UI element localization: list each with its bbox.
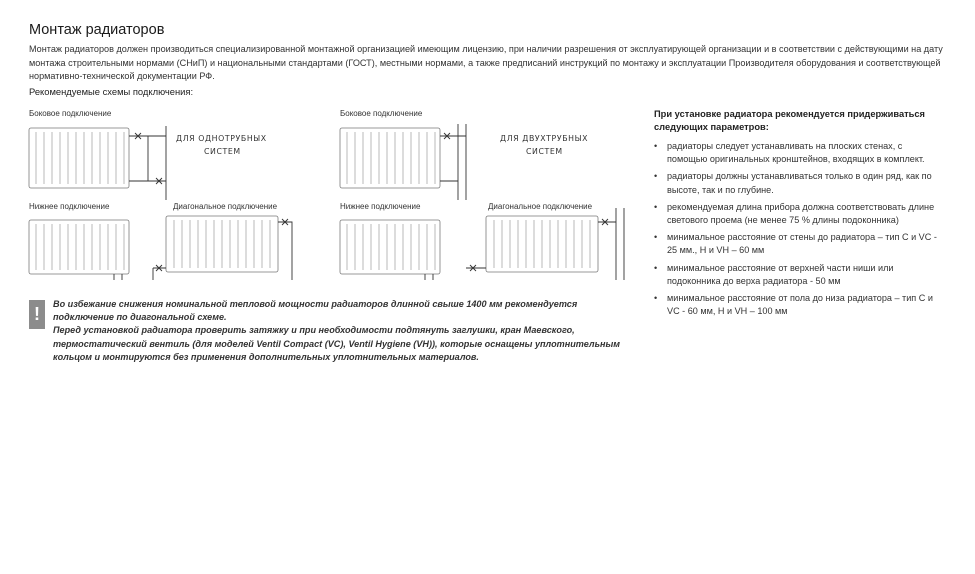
recommendations-heading: При установке радиатора рекомендуется придерживаться следующих параметров: (654, 109, 925, 132)
list-item-text: рекомендуемая длина прибора должна соответствовать длине светового проема (не менее 75 % длины подоконника) (667, 201, 935, 226)
warning-paragraph-1: Во избежание снижения номинальной тепловой мощности радиаторов длинной свыше 1400 мм рекомендуется подключение по диагональной схеме. (53, 299, 578, 323)
radiator-side-one-pipe (29, 126, 166, 200)
schemes-title: Рекомендуемые схемы подключения: (29, 86, 194, 97)
side-connection-label-1: Боковое подключение (29, 109, 112, 118)
recommendations-list (654, 140, 944, 318)
list-item (654, 262, 944, 288)
list-item-text: минимальное расстояние от стены до радиатора – тип C и VC - 25 мм., H и VH – 60 мм (667, 232, 937, 256)
bottom-connection-label-2: Нижнее подключение (340, 202, 421, 211)
radiator-diagonal-connection-1 (153, 216, 292, 280)
list-item-text: минимальное расстояние от верхней части ниши или подоконника до верха радиатора - 50 мм (667, 262, 894, 286)
bullet-icon: • (654, 141, 658, 151)
bottom-connection-label-1: Нижнее подключение (29, 202, 110, 211)
one-pipe-caption-2: СИСТЕМ (204, 147, 241, 156)
page-title: Монтаж радиаторов (29, 22, 165, 38)
diagonal-connection-label-1: Диагональное подключение (173, 202, 278, 211)
list-item (654, 170, 944, 196)
list-item-text: минимальное расстояние от пола до низа радиатора – тип C и VC - 60 мм, H и VH – 100 мм (667, 293, 933, 317)
warning-paragraph-2: Перед установкой радиатора проверить затяжку и при необходимости подтянуть заглушки, кран Маевского, термостатический вентиль (для моделей Ventil Compact (VC), Ventil Hygiene (VH)), которые оснащены уплотнительным кольцом и монтируются без применения дополнительных уплотнительных материалов. (53, 325, 620, 362)
warning-note-text (53, 298, 639, 364)
warning-note (29, 298, 639, 368)
bullet-icon: • (654, 232, 658, 243)
one-pipe-caption-1: ДЛЯ ОДНОТРУБНЫХ (176, 134, 267, 143)
radiator-side-two-pipe (340, 124, 466, 200)
list-item (654, 201, 944, 227)
list-item (654, 140, 944, 166)
radiator-diagonal-connection-2 (466, 208, 624, 280)
diagonal-connection-label-2: Диагональное подключение (488, 202, 593, 211)
connection-diagrams (26, 104, 636, 282)
side-connection-label-2: Боковое подключение (340, 109, 423, 118)
list-item-text: радиаторы должны устанавливаться только в один ряд, как по высоте, так и по глубине. (667, 171, 932, 195)
two-pipe-caption-1: ДЛЯ ДВУХТРУБНЫХ (500, 134, 589, 143)
bullet-icon: • (654, 201, 658, 212)
connection-diagrams-svg (26, 104, 636, 282)
list-item-text: радиаторы следует устанавливать на плоских стенах, с помощью оригинальных кронштейнов, входящих в комплект. (667, 141, 925, 165)
bullet-icon: • (654, 293, 658, 304)
bullet-icon: • (654, 171, 658, 182)
recommendations-panel (654, 108, 944, 322)
two-pipe-caption-2: СИСТЕМ (526, 147, 563, 156)
intro-paragraph: Монтаж радиаторов должен производиться специализированной монтажной организацией имеющим лицензию, при наличии разрешения от эксплуатирующей организации и в соответствии с действующими на дату монтажа строительными нормами (СНиП) и национальными стандартами (ГОСТ), местными нормами, а также предписаний инструкций по монтажу и эксплуатации Производителя оборудования и соответствующей нормативно-технической документации РФ. (29, 44, 943, 82)
list-item (654, 231, 944, 257)
warning-icon: ! (29, 300, 45, 329)
bullet-icon: • (654, 262, 658, 273)
radiator-bottom-connection-2 (340, 220, 440, 280)
radiator-bottom-connection-1 (29, 220, 129, 280)
list-item (654, 292, 944, 318)
